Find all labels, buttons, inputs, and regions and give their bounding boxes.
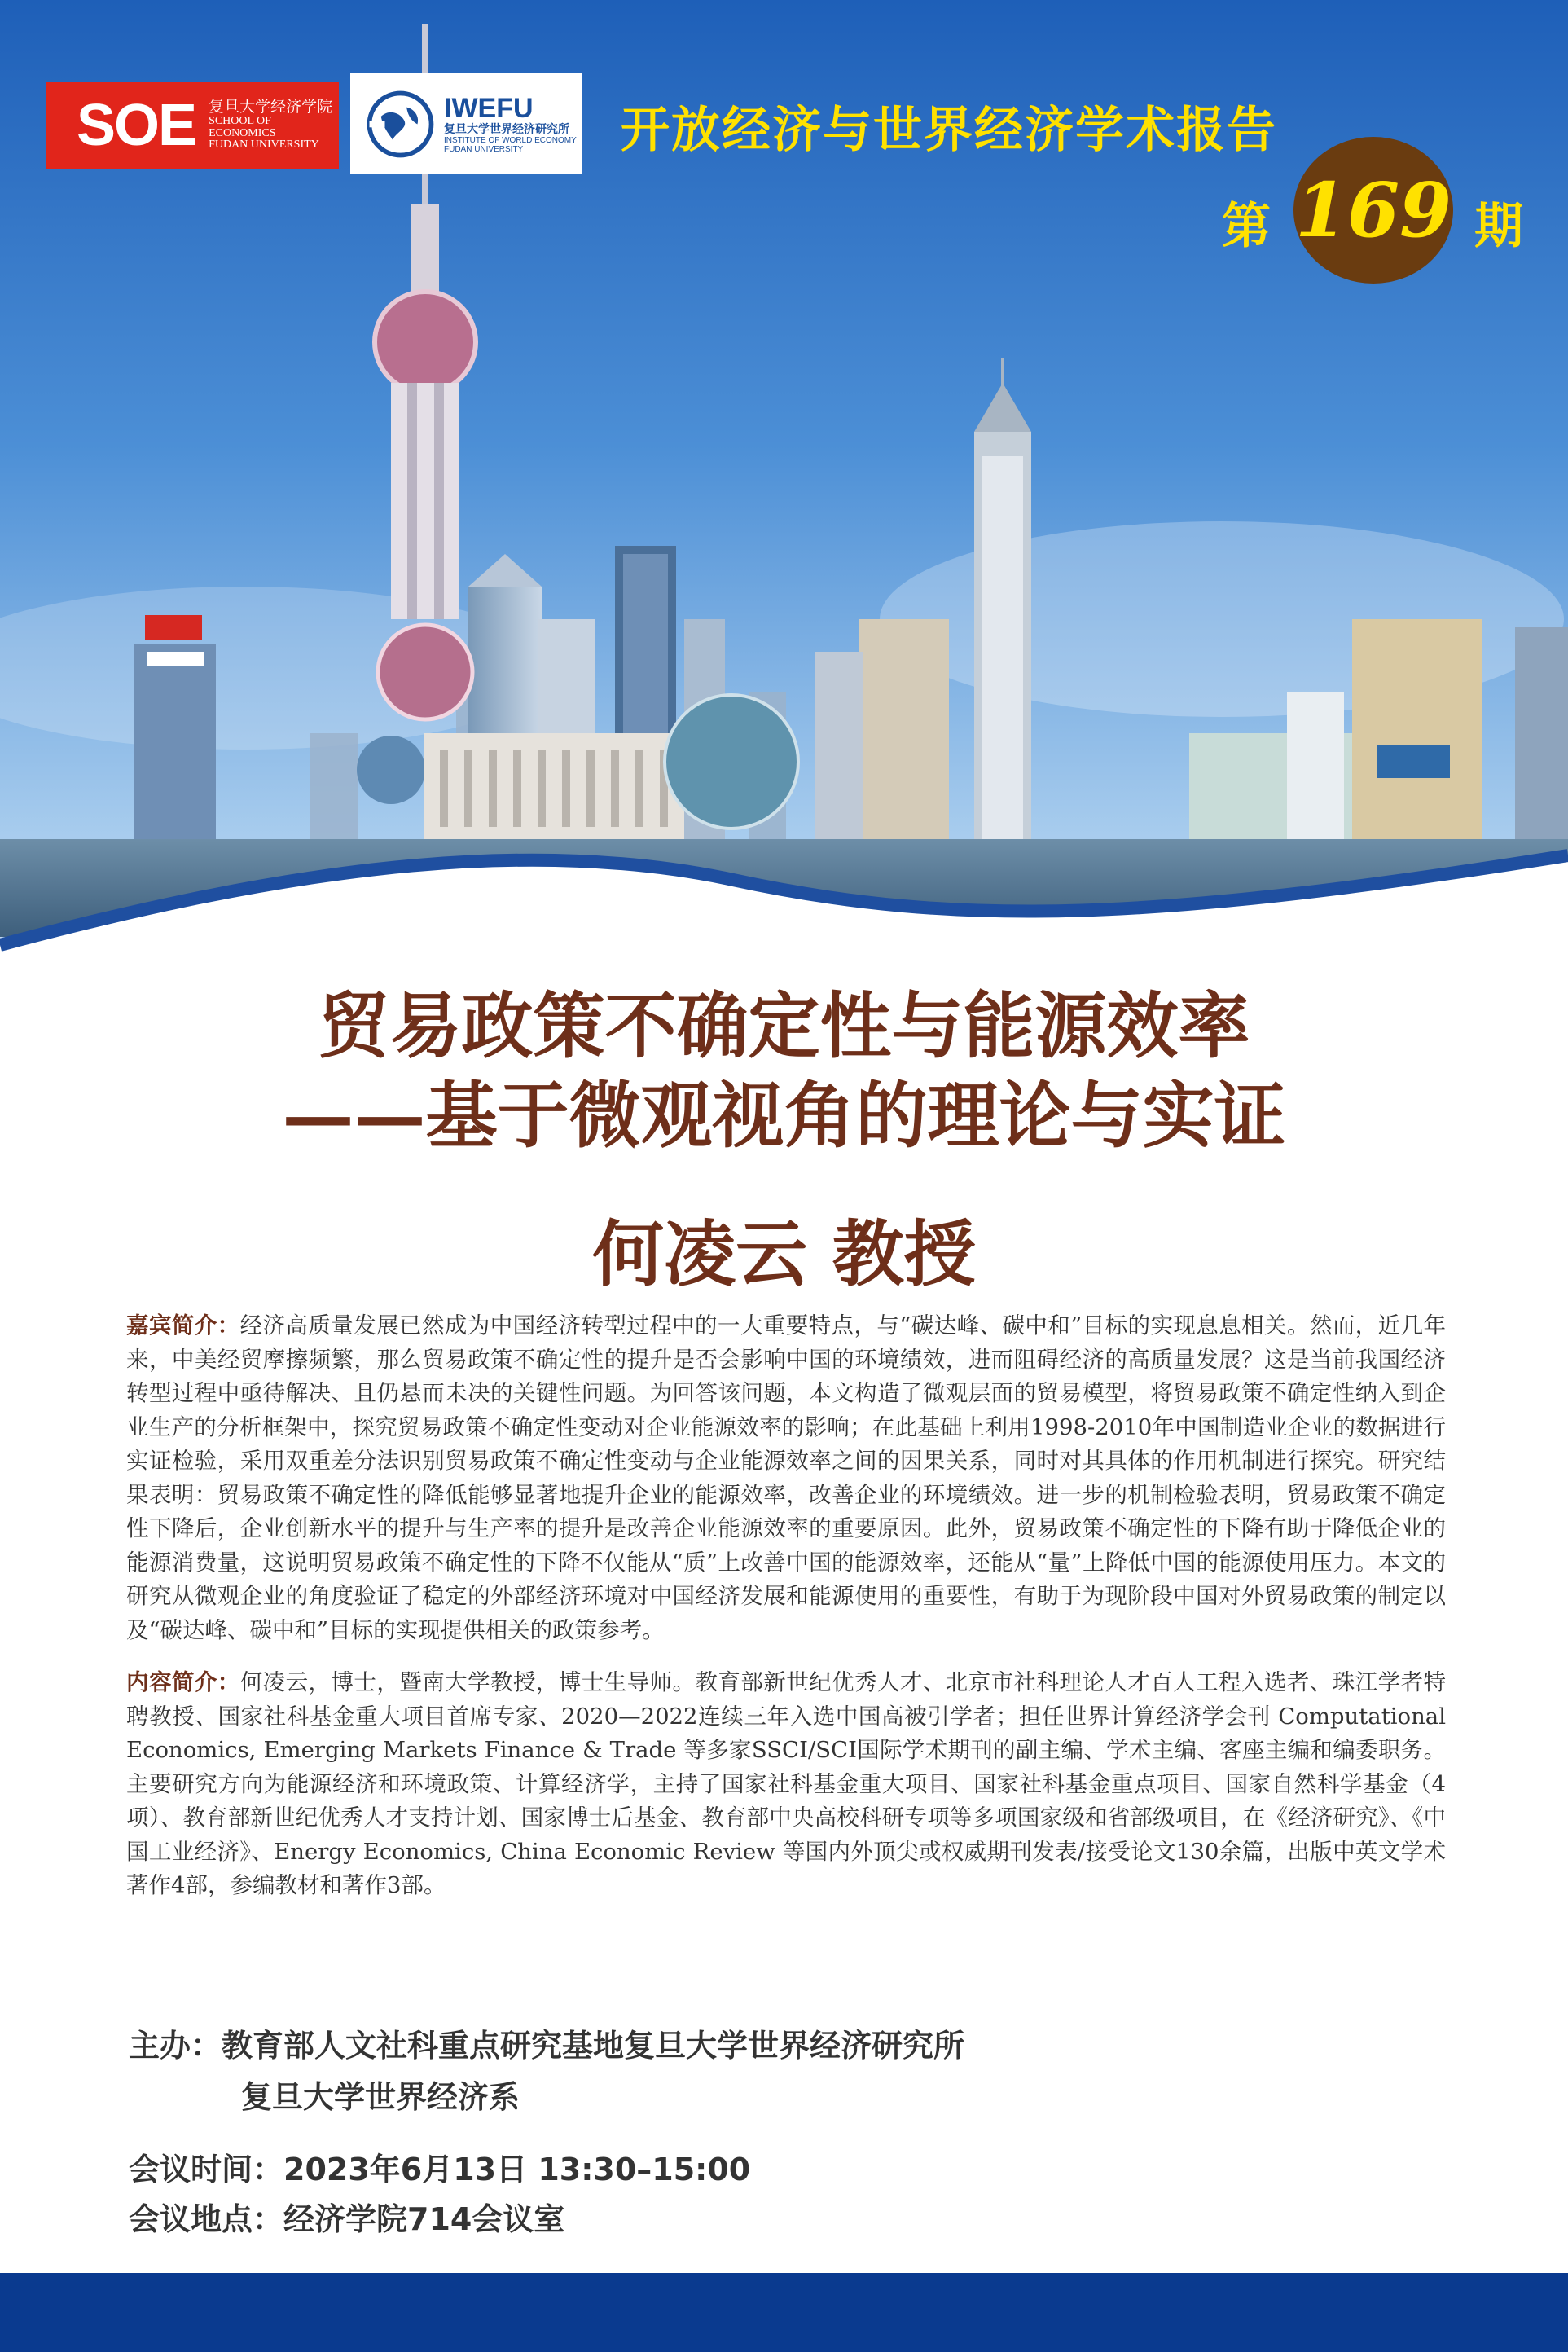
bio-paragraph: [126, 1666, 1446, 1903]
soe-logo-name-cn: 复旦大学经济学院: [209, 98, 333, 116]
globe-icon: [362, 86, 439, 163]
soe-logo-name-en-2: FUDAN UNIVERSITY: [209, 138, 319, 152]
talk-title-line-1: 贸易政策不确定性与能源效率: [318, 983, 1250, 1068]
meeting-place-value: 经济学院714会议室: [283, 2201, 565, 2237]
meeting-time-label: 会议时间：: [129, 2152, 284, 2187]
series-title: 开放经济与世界经济学术报告: [621, 102, 1277, 159]
soe-logo: [46, 82, 339, 169]
meeting-place: [129, 2194, 564, 2239]
issue-number: 169: [1294, 166, 1452, 254]
bio-text: 何凌云，博士，暨南大学教授，博士生导师。教育部新世纪优秀人才、北京市社科理论人才百人工程入选者、珠江学者特聘教授、国家社科基金重大项目首席专家、2020—2022连续三年入选中国高被引学者；担任世界计算经济学会刊 Computational Economics, Emerging Markets Finance & Trade 等多家SSCI/SCI国际学术期刊的副主编、学术主编、客座主编和编委职务。主要研究方向为能源经济和环境政策、计算经济学，主持了国家社科基金重大项目、国家社科基金重点项目、国家自然科学基金（4项）、教育部新世纪优秀人才支持计划、国家博士后基金、教育部中央高校科研专项等多项国家级和省部级项目，在《经济研究》、《中国工业经济》、Energy Economics, China Economic Review 等国内外顶尖或权威期刊发表/接受论文130余篇，出版中英文学术著作4部，参编教材和著作3部。: [126, 1669, 1447, 1898]
organizer-line-2: 复旦大学世界经济系: [241, 2079, 520, 2115]
talk-title-line-2: ——基于微观视角的理论与实证: [282, 1073, 1286, 1158]
iwefu-logo-name-en-1: INSTITUTE OF WORLD ECONOMY: [444, 136, 577, 146]
speaker-name: 何凌云 教授: [592, 1211, 976, 1296]
soe-logo-text: [209, 99, 339, 152]
abstract-label: 嘉宾简介：: [126, 1312, 240, 1339]
abstract-paragraph: [126, 1309, 1446, 1647]
issue-suffix: 期: [1474, 198, 1523, 255]
organizer-line-1: [129, 2020, 964, 2065]
issue-circle: [1293, 137, 1453, 284]
iwefu-logo-mark: IWEFU: [444, 92, 534, 124]
iwefu-logo-text: [444, 94, 577, 155]
organizer-value-1: 教育部人文社科重点研究基地复旦大学世界经济研究所: [222, 2028, 965, 2064]
bio-label: 内容简介：: [126, 1669, 240, 1695]
iwefu-logo-name-en-2: FUDAN UNIVERSITY: [444, 145, 524, 155]
issue-number-badge: [1222, 137, 1539, 300]
bottom-bar: [0, 2273, 1568, 2352]
soe-logo-mark: SOE: [77, 93, 196, 158]
abstract-text: 经济高质量发展已然成为中国经济转型过程中的一大重要特点，与“碳达峰、碳中和”目标的实现息息相关。然而，近几年来，中美经贸摩擦频繁，那么贸易政策不确定性的提升是否会影响中国的环境绩效，进而阻碍经济的高质量发展？这是当前我国经济转型过程中亟待解决、且仍悬而未决的关键性问题。为回答该问题，本文构造了微观层面的贸易模型，将贸易政策不确定性纳入到企业生产的分析框架中，探究贸易政策不确定性变动对企业能源效率的影响；在此基础上利用1998-2010年中国制造业企业的数据进行实证检验，采用双重差分法识别贸易政策不确定性变动与企业能源效率之间的因果关系，同时对其具体的作用机制进行探究。研究结果表明：贸易政策不确定性的降低能够显著地提升企业的能源效率，改善企业的环境绩效。进一步的机制检验表明，贸易政策不确定性下降后，企业创新水平的提升与生产率的提升是改善企业能源效率的重要原因。此外，贸易政策不确定性的下降有助于降低企业的能源消费量，这说明贸易政策不确定性的下降不仅能从“质”上改善中国的能源效率，还能从“量”上降低中国的能源使用压力。本文的研究从微观企业的角度验证了稳定的外部经济环境对中国经济发展和能源使用的重要性，有助于为现阶段中国对外贸易政策的制定以及“碳达峰、碳中和”目标的实现提供相关的政策参考。: [126, 1312, 1446, 1643]
organizer-label: 主办：: [129, 2028, 222, 2064]
iwefu-logo-name-cn: 复旦大学世界经济研究所: [444, 123, 569, 136]
meeting-place-label: 会议地点：: [129, 2201, 284, 2237]
soe-logo-name-en-1: SCHOOL OF ECONOMICS: [209, 114, 276, 139]
meeting-time: [129, 2144, 750, 2189]
issue-prefix: 第: [1222, 198, 1271, 255]
iwefu-logo: [350, 73, 582, 174]
meeting-time-value: 2023年6月13日 13:30–15:00: [283, 2152, 751, 2187]
